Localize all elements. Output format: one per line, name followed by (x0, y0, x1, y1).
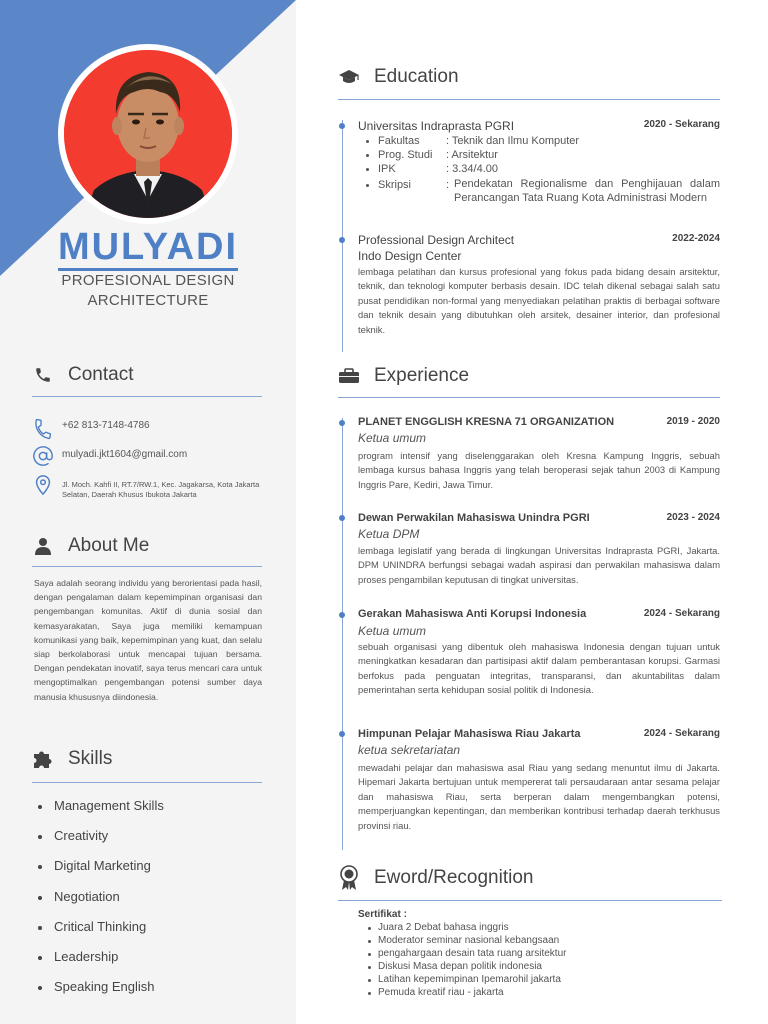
list-item: Moderator seminar nasional kebangsaan (368, 935, 566, 948)
list-item: Latihan kepemimpinan Ipemarohil jakarta (368, 974, 566, 987)
timeline-dot (339, 612, 345, 618)
certificate-list (368, 922, 566, 999)
experience-position: Ketua DPM (358, 527, 420, 541)
education-timeline (342, 120, 343, 352)
list-item: Diskusi Masa depan politik indonesia (368, 961, 566, 974)
list-item: IPK : 3.34/4.00 (366, 162, 720, 176)
experience-timeline (342, 418, 343, 850)
phone-outline-icon (32, 418, 54, 440)
graduation-cap-icon (338, 69, 360, 85)
phone-icon (32, 366, 54, 384)
briefcase-icon (338, 368, 360, 384)
about-divider (32, 566, 262, 567)
contact-heading: Contact (32, 364, 133, 386)
experience-description: sebuah organisasi yang dibentuk oleh mahasiswa Indonesia dengan tujuan untuk meningkatkan kesadaran dan partisipasi aktif dalam pemberantasan korupsi. Garmasi berfokus pada penguatan integritas, transparansi, dan akuntabilitas dalam pemerintahan serta kehidupan sosial politik di Indonesia. (358, 641, 720, 696)
address-text: Jl. Moch. Kahfi II, RT.7/RW.1, Kec. Jagakarsa, Kota Jakarta Selatan, Daerah Khusus Ibukota Jakarta (62, 480, 260, 499)
experience-entry-header: PLANET ENGGLISH KRESNA 71 ORGANIZATION 2019 - 2020 (358, 416, 720, 428)
list-item: Speaking English (38, 979, 164, 1009)
experience-entry-header: Dewan Perwakilan Mahasiswa Unindra PGRI 2023 - 2024 (358, 512, 720, 524)
timeline-dot (339, 237, 345, 243)
experience-entry-header: Himpunan Pelajar Mahasiswa Riau Jakarta 2024 - Sekarang (358, 728, 720, 740)
education-divider (338, 99, 720, 100)
experience-description: mewadahi pelajar dan mahasiswa asal Riau yang sedang menuntut ilmu di Jakarta. Hipemari Jakarta bertujuan untuk mempererat tali persaudaraan antar sesama pelajar dan mahasiswa Riau, serta berperan dalam mengembangkan potensi, memperjuangkan kepentingan, dan memberikan kontribusi terhadap daerah terkhusus provinsi riau. (358, 762, 720, 831)
list-item: Fakultas : Teknik dan Ilmu Komputer (366, 134, 720, 148)
contact-email[interactable] (32, 445, 187, 467)
at-sign-icon (32, 445, 54, 467)
list-item: Skripsi : Pendekatan Regionalisme dan Penghijauan dalam Perancangan Tata Ruang Kota Administrasi Modern (366, 178, 720, 205)
experience-description: lembaga legislatif yang berada di lingkungan Universitas Indraprasta PGRI, Jakarta. DPM UNINDRA berfungsi sebagai wadah aspirasi dan perwakilan mahasiswa dalam proses pengambilan keputusan di tingkat universitas. (358, 545, 720, 585)
list-item: Digital Marketing (38, 858, 164, 888)
experience-position: Ketua umum (358, 431, 427, 445)
phone-number: +62 813-7148-4786 (62, 420, 150, 431)
contact-divider (32, 396, 262, 397)
list-item: Juara 2 Debat bahasa inggris (368, 922, 566, 935)
list-item: Leadership (38, 949, 164, 979)
experience-divider (338, 397, 720, 398)
email-address: mulyadi.jkt1604@gmail.com (62, 449, 188, 460)
profile-photo (64, 50, 232, 218)
education-entry-header: Universitas Indraprasta PGRI 2020 - Sekarang (358, 119, 720, 133)
person-name: MULYADI (0, 226, 296, 269)
skills-list (38, 798, 164, 1009)
list-item: Prog. Studi : Arsitektur (366, 148, 720, 162)
user-icon (32, 537, 54, 555)
list-item: Pemuda kreatif riau - jakarta (368, 987, 566, 1000)
left-sidebar (0, 0, 296, 1024)
list-item: Critical Thinking (38, 919, 164, 949)
experience-heading: Experience (338, 365, 469, 387)
timeline-dot (339, 123, 345, 129)
education-description: lembaga pelatihan dan kursus profesional yang fokus pada bidang desain arsitektur, teknik, dan teknologi komputer berbasis desain. IDC telah dikenal sebagai salah satu pusat pendidikan non-formal yang menyediakan pelatihan praktis di berbagai software dan teknik desain yang dibutuhkan oleh arsitek, desainer interior, dan profesional teknik. (358, 266, 720, 335)
puzzle-icon (32, 750, 54, 768)
about-text: Saya adalah seorang individu yang berorientasi pada hasil, dengan pengalaman dalam kepemimpinan organisasi dan pengembangan komunitas. Aktif di dunia sosial dan kemasyarakatan, Saya juga memiliki kemampuan komunikasi yang baik, kepemimpinan yang kuat, dan selalu siap berkolaborasi untuk mencapai tujuan bersama. Dengan pendekatan inovatif, saya terus mencari cara untuk mengoptimalkan pengembangan potensi sumber daya manusia khususnya diindonesia. (34, 578, 262, 702)
awards-divider (338, 900, 722, 901)
certificate-label: Sertifikat : (358, 909, 407, 920)
experience-position: Ketua umum (358, 624, 427, 638)
education-institution: Indo Design Center (358, 249, 462, 263)
about-heading: About Me (32, 535, 149, 557)
award-ribbon-icon (338, 865, 360, 891)
timeline-dot (339, 420, 345, 426)
education-details (366, 134, 720, 205)
education-entry-header: Professional Design Architect 2022-2024 (358, 233, 720, 247)
skills-heading: Skills (32, 748, 112, 770)
experience-description: program intensif yang diselenggarakan oleh Kresna Kampung Inggris, sebuah lembaga kursus bahasa Inggris yang telah beroperasi sejak tahun 2003 di Kampung Inggris Pare, Kediri, Jawa Timur. (358, 450, 720, 490)
list-item: Management Skills (38, 798, 164, 828)
list-item: Creativity (38, 828, 164, 858)
experience-entry-header: Gerakan Mahasiswa Anti Korupsi Indonesia 2024 - Sekarang (358, 608, 720, 620)
list-item: Negotiation (38, 889, 164, 919)
education-heading: Education (338, 66, 459, 88)
timeline-dot (339, 515, 345, 521)
experience-position: ketua sekretariatan (358, 743, 461, 757)
timeline-dot (339, 731, 345, 737)
contact-address (32, 474, 262, 500)
contact-phone[interactable] (32, 418, 150, 440)
person-role: PROFESIONAL DESIGN ARCHITECTURE (61, 272, 235, 309)
skills-divider (32, 782, 262, 783)
awards-heading: Eword/Recognition (338, 865, 533, 891)
list-item: pengahargaan desain tata ruang arsitektur (368, 948, 566, 961)
location-pin-icon (32, 474, 54, 496)
